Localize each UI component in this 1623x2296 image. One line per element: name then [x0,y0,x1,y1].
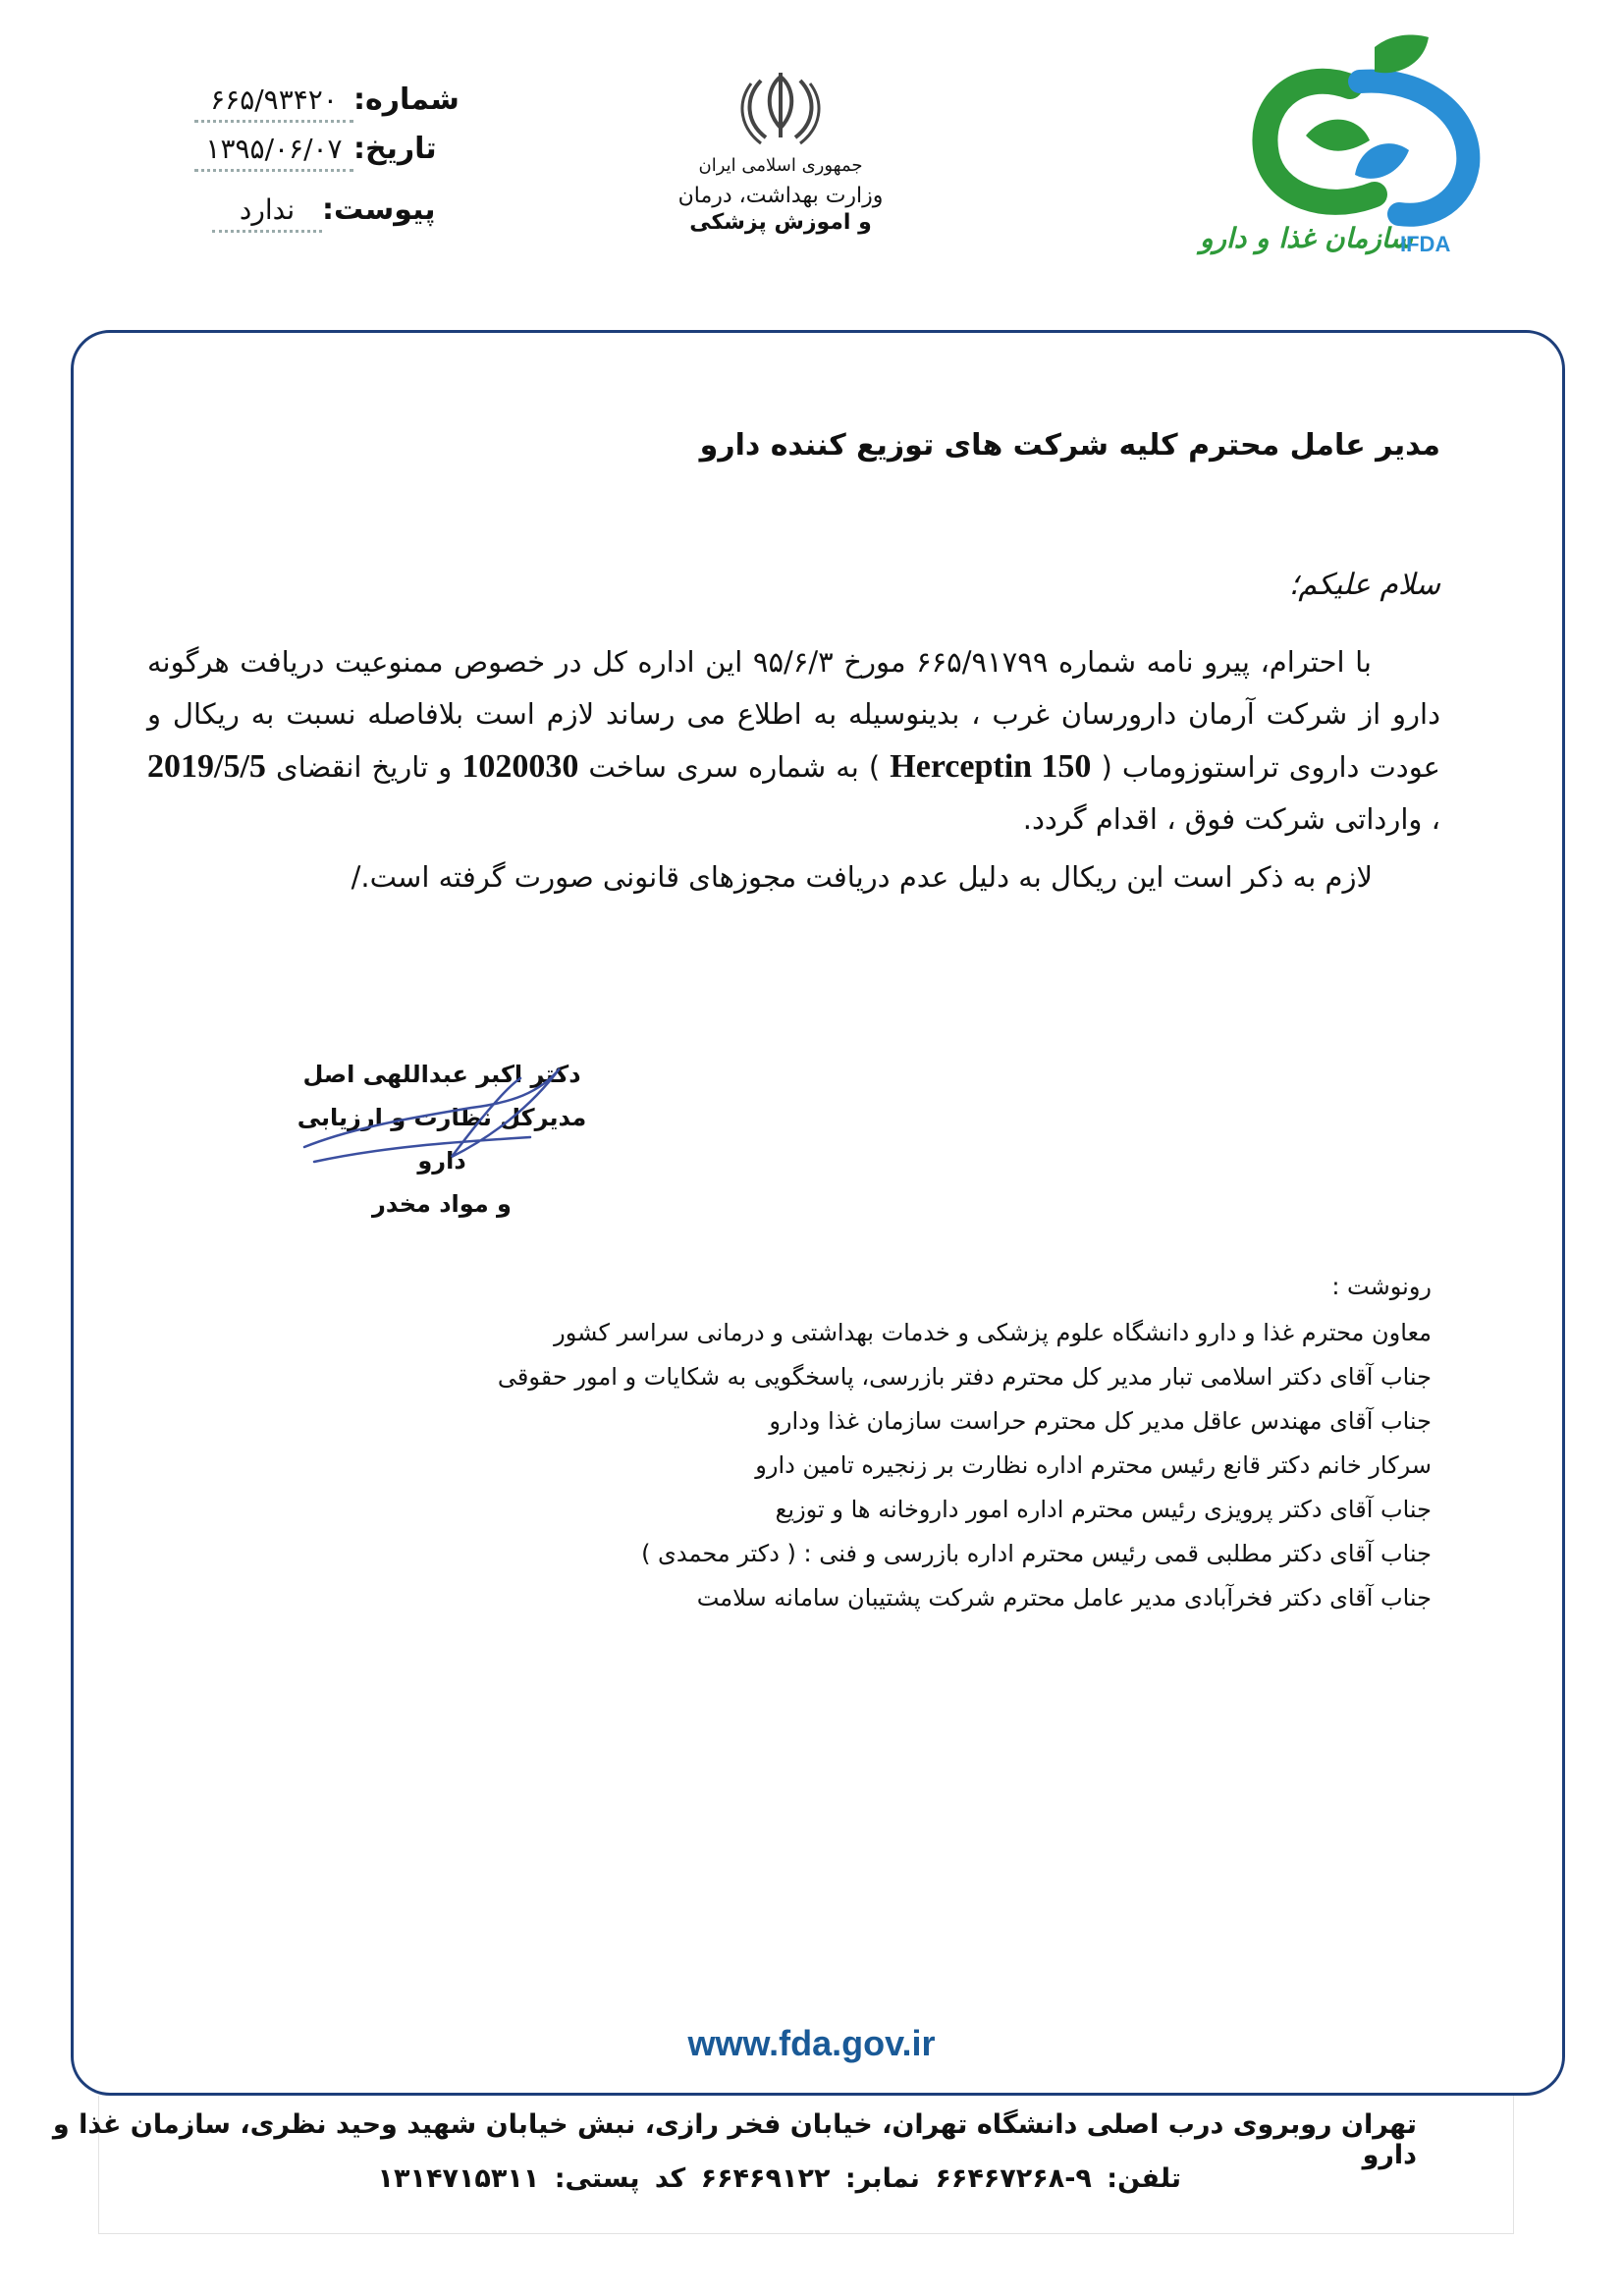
org-abbr: IFDA [1400,232,1451,256]
expiry-date: 2019/5/5 [147,748,266,785]
signer-name: دکتر اکبر عبداللهی اصل [302,1061,581,1088]
cc-item: جناب آقای دکتر پرویزی رئیس محترم اداره امور داروخانه ها و توزیع [775,1496,1432,1523]
footer-contact: تلفن: ۹-۶۶۴۶۷۲۶۸ نمابر: ۶۶۴۶۹۱۲۲ کد پستی: ۱۳۱۴۷۱۵۳۱۱ [377,2163,1181,2194]
number-label: شماره: [353,82,460,117]
cc-title: رونوشت : [1331,1273,1432,1300]
attachment-row [212,192,436,233]
drug-name: Herceptin 150 [890,748,1092,785]
signer-title-line-1: مدیرکل نظارت و ارزیابی دارو [297,1104,587,1175]
cc-item: جناب آقای دکتر اسلامی تبار مدیر کل محترم دفتر بازرسی، پاسخگویی به شکایات و امور حقوقی [497,1363,1432,1391]
iran-emblem-icon [736,69,825,147]
date-row [194,132,437,172]
greeting: سلام علیکم؛ [1288,568,1440,602]
date-value: ۱۳۹۵/۰۶/۰۷ [194,133,353,172]
cc-list [498,1311,1432,1620]
cc-item: جناب آقای دکتر مطلبی قمی رئیس محترم اداره بازرسی و فنی : ( دکتر محمدی ) [641,1540,1432,1567]
number-value: ۶۶۵/۹۳۴۲۰ [194,83,353,123]
number-row [194,82,460,123]
body-part-1: با احترام، پیرو نامه شماره ۶۶۵/۹۱۷۹۹ مورخ ۹۵/۶/۳ این اداره کل در خصوص ممنوعیت دریافت هرگونه دارو از شرکت آرمان دارورسان غرب ، بدینوسیله به اطلاع می رساند لازم است بلافاصله نسبت به ریکال و عودت داروی تراستوزوماب ( [147,645,1440,784]
attachment-label: پیوست: [322,192,436,227]
signer-title-line-2: و مواد مخدر [372,1190,512,1218]
cc-item: سرکار خانم دکتر قانع رئیس محترم اداره نظارت بر زنجیره تامین دارو [755,1451,1432,1479]
attachment-value: ندارد [212,193,322,233]
ministry-block [653,69,908,235]
org-name-logo-text: سازمان غذا و دارو [1200,222,1413,254]
cc-item: معاون محترم غذا و دارو دانشگاه علوم پزشکی و خدمات بهداشتی و درمانی سراسر کشور [554,1319,1432,1346]
website-link[interactable]: www.fda.gov.ir [687,2023,936,2063]
body-part-4: ، وارداتی شرکت فوق ، اقدام گردد. [1022,802,1440,836]
body-part-2: ) به شماره سری ساخت [588,750,881,784]
cc-item: جناب آقای مهندس عاقل مدیر کل محترم حراست سازمان غذا ودارو [769,1407,1432,1435]
handwritten-signature [295,1049,589,1176]
ifda-logo [1188,27,1502,234]
addressee: مدیر عامل محترم کلیه شرکت های توزیع کننده دارو [699,428,1440,463]
ministry-line-1: جمهوری اسلامی ایران [698,155,863,176]
body-part-3: و تاریخ انقضای [275,750,453,784]
batch-number: 1020030 [461,748,579,785]
date-label: تاریخ: [353,132,437,166]
letter-body [147,636,1440,846]
ministry-line-2: وزارت بهداشت، درمان [677,184,884,208]
footer-address: تهران روبروی درب اصلی دانشگاه تهران، خیابان فخر رازی، نبش خیابان شهید وحید نظری، سازمان غذا و دارو [52,2109,1417,2170]
cc-item: جناب آقای دکتر فخرآبادی مدیر عامل محترم شرکت پشتیبان سامانه سلامت [696,1584,1432,1612]
recall-note: لازم به ذکر است این ریکال به دلیل عدم دریافت مجوزهای قانونی صورت گرفته است./ [351,860,1373,894]
ministry-line-3: و اموزش پزشکی [689,210,872,235]
